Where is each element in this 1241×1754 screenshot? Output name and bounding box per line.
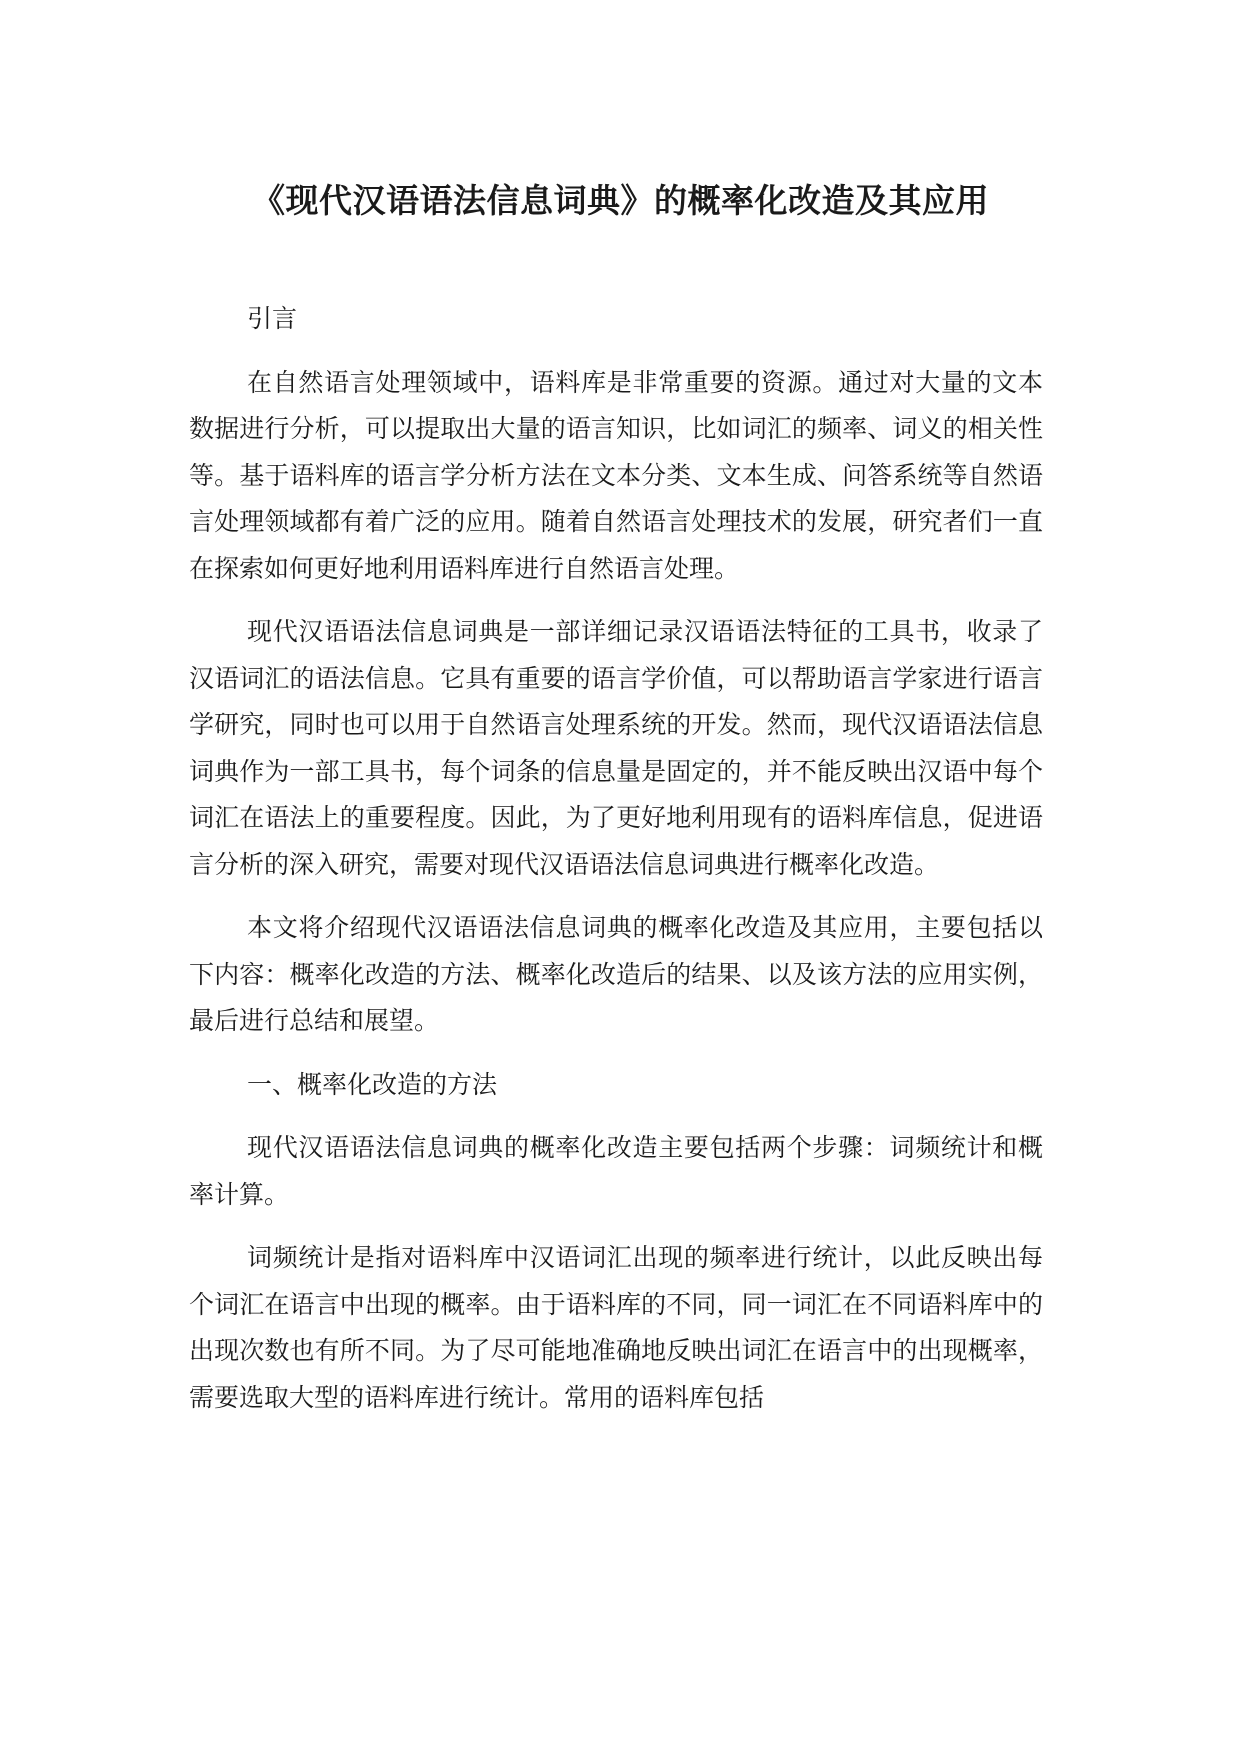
body-paragraph: 词频统计是指对语料库中汉语词汇出现的频率进行统计，以此反映出每个词汇在语言中出现的概率。由于语料库的不同，同一词汇在不同语料库中的出现次数也有所不同。为了尽可能地准确地反映出词汇在语言中的出现概率，需要选取大型的语料库进行统计。常用的语料库包括	[189, 1243, 1043, 1412]
body-paragraph: 现代汉语语法信息词典的概率化改造主要包括两个步骤：词频统计和概率计算。	[189, 1133, 1043, 1209]
body-paragraph: 本文将介绍现代汉语语法信息词典的概率化改造及其应用，主要包括以下内容：概率化改造的方法、概率化改造后的结果、以及该方法的应用实例，最后进行总结和展望。	[189, 913, 1043, 1035]
body-paragraph: 现代汉语语法信息词典是一部详细记录汉语语法特征的工具书，收录了汉语词汇的语法信息。它具有重要的语言学价值，可以帮助语言学家进行语言学研究，同时也可以用于自然语言处理系统的开发。然而，现代汉语语法信息词典作为一部工具书，每个词条的信息量是固定的，并不能反映出汉语中每个词汇在语法上的重要程度。因此，为了更好地利用现有的语料库信息，促进语言分析的深入研究，需要对现代汉语语法信息词典进行概率化改造。	[189, 617, 1043, 879]
document-title: 《现代汉语语法信息词典》的概率化改造及其应用	[252, 181, 989, 220]
section-heading-introduction: 引言	[247, 304, 298, 333]
body-paragraph: 在自然语言处理领域中，语料库是非常重要的资源。通过对大量的文本数据进行分析，可以提取出大量的语言知识，比如词汇的频率、词义的相关性等。基于语料库的语言学分析方法在文本分类、文本生成、问答系统等自然语言处理领域都有着广泛的应用。随着自然语言处理技术的发展，研究者们一直在探索如何更好地利用语料库进行自然语言处理。	[189, 367, 1043, 583]
section-heading-method: 一、概率化改造的方法	[247, 1069, 498, 1099]
document-body	[189, 296, 1043, 1438]
